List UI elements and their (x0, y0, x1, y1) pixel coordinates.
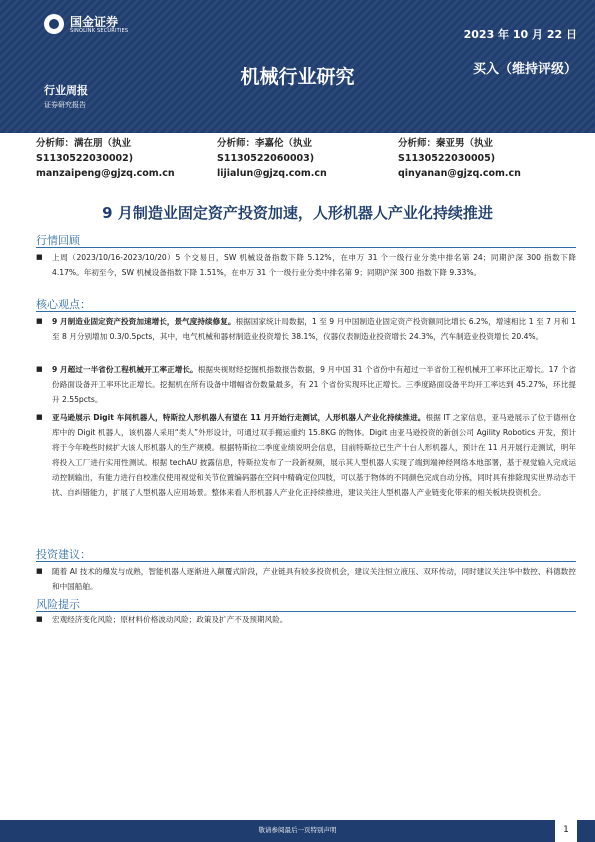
report-header (0, 0, 595, 133)
section-title-review: 行情回顾 (36, 234, 80, 247)
page-number: 1 (555, 818, 577, 842)
analyst-name: 分析师：秦亚男（执业 (398, 138, 494, 149)
paragraph-text: 随着 AI 技术的爆发与成熟，智能机器人逐渐进入颠覆式阶段，产业链具有较多投资机会，建议关注恒立液压、双环传动，同时建议关注华中数控、科德数控和中国船舶。 (52, 567, 576, 591)
paragraph-lead: 9 月超过一半省份工程机械开工率正增长。 (52, 365, 198, 374)
section-title-views: 核心观点： (36, 298, 91, 311)
doc-subtype: 证券研究报告 (44, 101, 86, 109)
paragraph-lead: 亚马逊展示 Digit 车间机器人，特斯拉人形机器人有望在 11 月开始行走测试，人形机器人产业化持续推进。 (52, 413, 426, 422)
analyst-email[interactable]: manzaipeng@gjzq.com.cn (36, 168, 175, 179)
view-paragraph (36, 362, 576, 407)
rating-badge: 买入（维持评级） (472, 62, 577, 77)
report-headline: 9 月制造业固定资产投资加速，人形机器人产业化持续推进 (102, 204, 493, 222)
risk-paragraph (36, 612, 576, 627)
doc-type: 行业周报 (44, 84, 88, 97)
section-divider (36, 247, 576, 248)
bullet-icon: ■ (36, 615, 43, 623)
paragraph-lead: 9 月制造业固定资产投资加速增长，景气度持续修复。 (52, 317, 236, 326)
section-title-advice: 投资建议： (36, 548, 91, 561)
analyst-card (36, 136, 175, 181)
advice-paragraph (36, 564, 576, 594)
view-paragraph (36, 410, 576, 500)
analyst-license: S1130522060003) (217, 153, 315, 164)
paragraph-text: 根据国家统计局数据，1 至 9 月中国制造业固定资产投资额同比增长 6.2%，增速相比 1 至 7 月和 1 至 8 月分别增加 0.3/0.5pcts，其中，电气机械和器材制造业投资增长 38.1%，仪器仪表制造业投资增长 24.3%，汽车制造业投资增长 20.4%。 (52, 317, 576, 341)
analyst-license: S1130522030005) (398, 153, 496, 164)
logo-en-text: SINOLINK SECURITIES (70, 28, 129, 34)
company-logo (44, 12, 164, 40)
analyst-list (36, 136, 576, 188)
analyst-email[interactable]: lijialun@gjzq.com.cn (217, 168, 327, 179)
logo-icon (44, 14, 64, 34)
analyst-card (398, 136, 521, 181)
view-paragraph (36, 314, 576, 344)
logo-cn-text: 国金证券 (70, 15, 119, 29)
section-divider (36, 561, 576, 562)
bullet-icon: ■ (36, 365, 43, 373)
analyst-email[interactable]: qinyanan@gjzq.com.cn (398, 168, 521, 179)
paragraph-text: 宏观经济变化风险；原材料价格波动风险；政策及扩产不及预期风险。 (52, 615, 288, 624)
paragraph-text: 根据 IT 之家信息，亚马逊展示了位于德州仓库中的 Digit 机器人，该机器人采用“类人”外形设计，可通过双手搬运重约 15.8KG 的物体。Digit 由亚马逊投资的新创公司 Agility Robotics 开发，预计将于今年晚些时候扩大该人形机器人的生产规模。根据特斯拉二季度业绩说明会信息，目前特斯拉已生产十台人形机器人，预计在 11 月开展行走测试，明年将投入工厂进行实用性测试。根据 techAU 披露信息，特斯拉发布了一段新视频，展示其人型机器人实现了端到端神经网络本地部署，基于视觉输入完成运动控制输出，有能力进行自校准仪使用视觉和关节位置编码器在空间中精确定位四肢，可以基于物体的不同颜色完成自动分拣，同时具有排除现实世界动态干扰、自纠错能力，扩展了人型机器人应用场景。整体来看人形机器人产业化正持续推进，建议关注人型机器人产业链变化带来的相关板块投资机会。 (52, 413, 576, 497)
bullet-icon: ■ (36, 413, 43, 421)
analyst-name: 分析师：满在朋（执业 (36, 138, 132, 149)
review-paragraph (36, 250, 576, 280)
paragraph-text: 根据央视财经挖掘机指数报告数据，9 月中国 31 个省份中有超过一半省份工程机械开工率环比正增长。17 个省份路面设备开工率环比正增长。挖掘机在所有设备中增幅省份数量最多，有 21 个省份实现环比正增长。三季度路面设备平均开工率达到 45.27%，环比提升 2.55pcts。 (52, 365, 576, 404)
section-title-risk: 风险提示 (36, 598, 80, 611)
analyst-license: S1130522030002) (36, 153, 134, 164)
section-divider (36, 311, 576, 312)
bullet-icon: ■ (36, 253, 43, 261)
report-date: 2023 年 10 月 22 日 (463, 28, 577, 41)
bullet-icon: ■ (36, 317, 43, 325)
footer-disclaimer: 敬请参阅最后一页特别声明 (258, 826, 337, 834)
bullet-icon: ■ (36, 567, 43, 575)
report-title: 机械行业研究 (240, 66, 355, 88)
analyst-name: 分析师：李嘉伦（执业 (217, 138, 313, 149)
paragraph-text: 上周（2023/10/16-2023/10/20）5 个交易日，SW 机械设备指数下降 5.12%，在申万 31 个一级行业分类中排名第 24；同期沪深 300 指数下降 4.17%。年初至今，SW 机械设备指数下降 1.51%，在申万 31 个一级行业分类中排名第 9；同期沪深 300 指数下降 9.33%。 (52, 253, 576, 277)
analyst-card (217, 136, 327, 181)
